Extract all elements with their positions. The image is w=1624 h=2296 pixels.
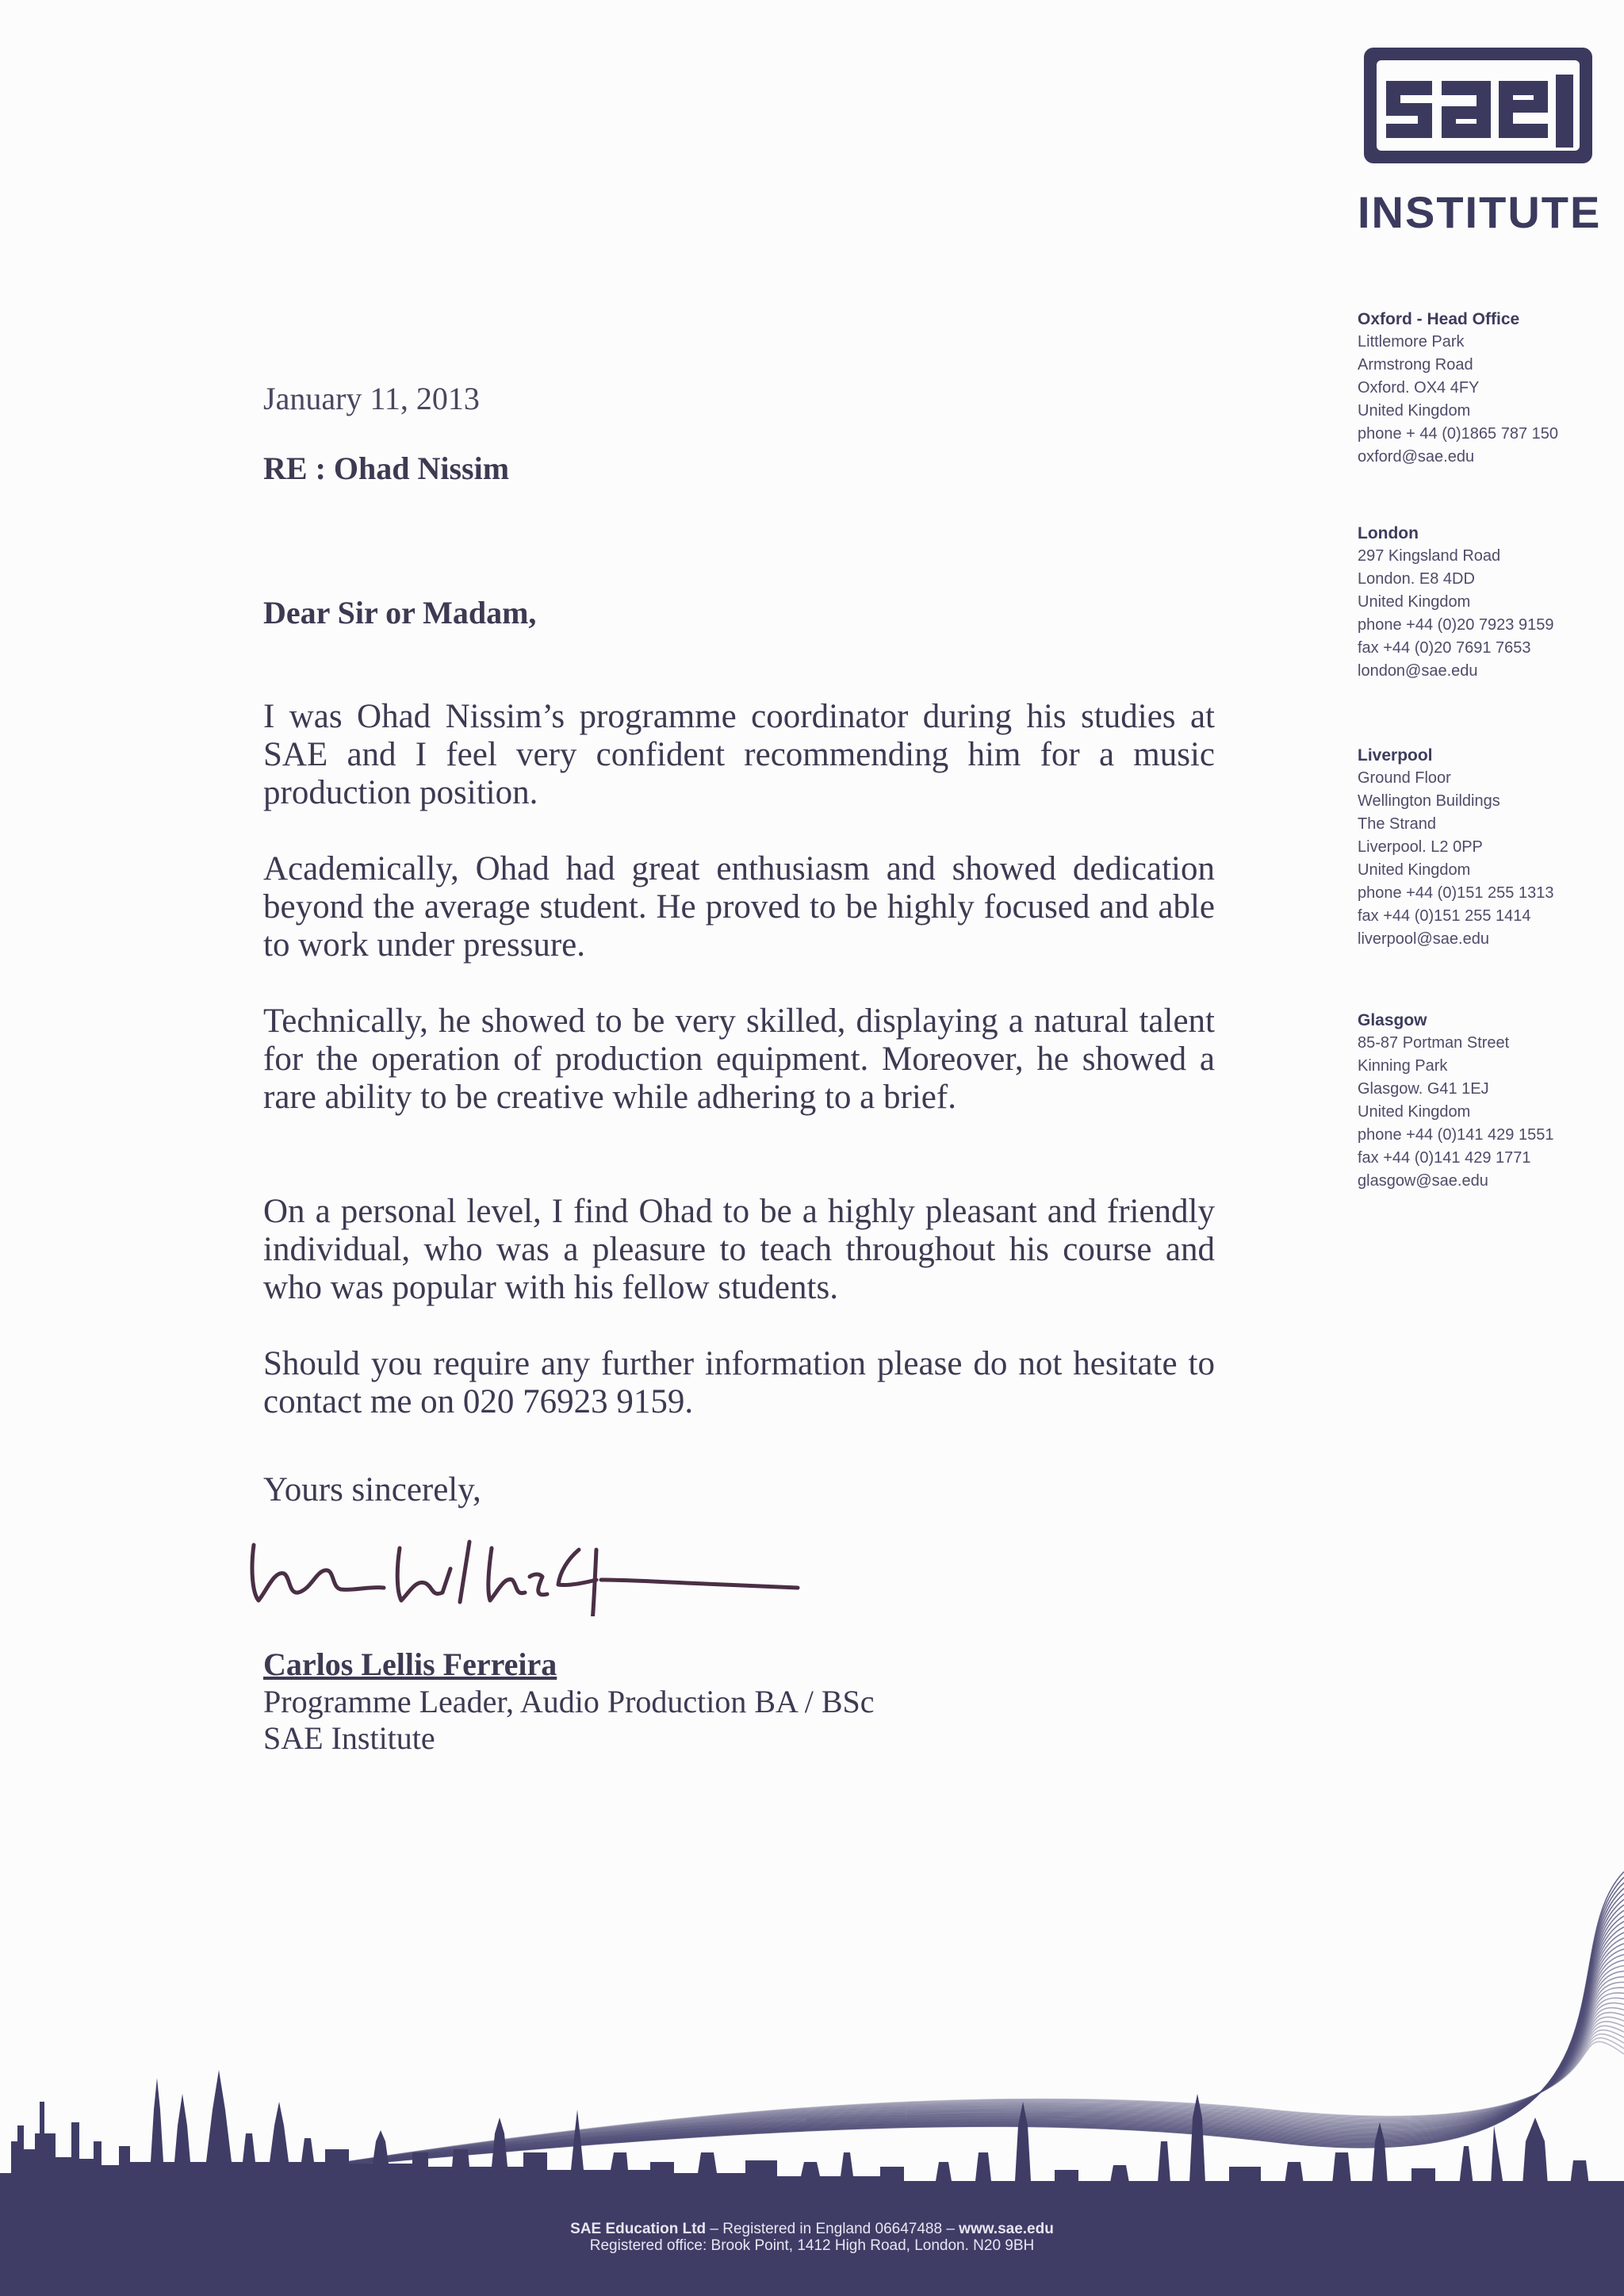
signer-organisation: SAE Institute: [263, 1720, 435, 1756]
footer-company: SAE Education Ltd: [570, 2221, 707, 2237]
office-name: Glasgow: [1358, 1011, 1427, 1029]
letter-paragraph: Academically, Ohad had great enthusiasm and showed dedication beyond the average student. He proved to be highly focused and able to work under pressure.: [263, 850, 1215, 964]
address-line: London. E8 4DD: [1358, 570, 1475, 588]
address-line: United Kingdom: [1358, 1103, 1471, 1121]
address-line: United Kingdom: [1358, 861, 1471, 879]
address-line: United Kingdom: [1358, 593, 1471, 611]
footer-company-line: [0, 2221, 1624, 2237]
footer-website-link[interactable]: www.sae.edu: [959, 2221, 1054, 2237]
signer-title: Programme Leader, Audio Production BA / BSc: [263, 1684, 875, 1719]
letter-paragraph: On a personal level, I find Ohad to be a highly pleasant and friendly individual, who was a pleasure to teach throughout his course and who was popular with his fellow students.: [263, 1193, 1215, 1306]
letter-date: January 11, 2013: [263, 381, 480, 416]
email-link[interactable]: glasgow@sae.edu: [1358, 1172, 1488, 1190]
address-line: Kinning Park: [1358, 1057, 1448, 1075]
footer-registered-office: Registered office: Brook Point, 1412 High Road, London. N20 9BH: [589, 2237, 1035, 2254]
address-line: Liverpool. L2 0PP: [1358, 838, 1483, 856]
signer-name: Carlos Lellis Ferreira: [263, 1646, 557, 1682]
address-line: United Kingdom: [1358, 402, 1471, 420]
letter-paragraph: Technically, he showed to be very skilled, displaying a natural talent for the operation of production equipment. Moreover, he showed a rare ability to be creative while adhering to a brief.: [263, 1002, 1215, 1116]
institute-wordmark: INSTITUTE: [1358, 187, 1602, 237]
address-line: Oxford. OX4 4FY: [1358, 379, 1480, 397]
address-line: Glasgow. G41 1EJ: [1358, 1080, 1489, 1098]
email-link[interactable]: london@sae.edu: [1358, 662, 1478, 680]
office-name: London: [1358, 524, 1419, 542]
fax-line: fax +44 (0)151 255 1414: [1358, 907, 1531, 925]
address-line: 85-87 Portman Street: [1358, 1034, 1510, 1052]
letter-salutation: Dear Sir or Madam,: [263, 595, 537, 631]
sae-logo-mark: [1362, 46, 1594, 165]
email-link[interactable]: liverpool@sae.edu: [1358, 930, 1489, 948]
office-london: [1358, 522, 1611, 683]
phone-line: phone +44 (0)151 255 1313: [1358, 884, 1554, 902]
office-glasgow: [1358, 1009, 1611, 1193]
office-name: Oxford - Head Office: [1358, 310, 1520, 328]
phone-line: phone + 44 (0)1865 787 150: [1358, 425, 1558, 443]
address-line: Ground Floor: [1358, 769, 1451, 787]
office-liverpool: [1358, 744, 1611, 951]
letter-paragraph: Should you require any further information please do not hesitate to contact me on 020 76923 9159.: [263, 1345, 1215, 1420]
letter-paragraph: I was Ohad Nissim’s programme coordinator during his studies at SAE and I feel very confident recommending him for a music production position.: [263, 698, 1215, 811]
letter-closing: Yours sincerely,: [263, 1471, 481, 1508]
address-line: Wellington Buildings: [1358, 792, 1500, 810]
handwritten-signature: [243, 1521, 814, 1616]
address-line: The Strand: [1358, 815, 1436, 833]
address-line: Littlemore Park: [1358, 333, 1465, 351]
phone-line: phone +44 (0)141 429 1551: [1358, 1126, 1554, 1144]
sae-institute-logo: [1358, 46, 1602, 244]
email-link[interactable]: oxford@sae.edu: [1358, 448, 1475, 466]
office-name: Liverpool: [1358, 746, 1433, 765]
fax-line: fax +44 (0)141 429 1771: [1358, 1149, 1531, 1167]
address-line: Armstrong Road: [1358, 356, 1473, 374]
fax-line: fax +44 (0)20 7691 7653: [1358, 639, 1531, 657]
footer-registration: [0, 2221, 1624, 2254]
letter-subject: RE : Ohad Nissim: [263, 450, 510, 486]
footer-registration-number: – Registered in England 06647488 –: [706, 2221, 959, 2237]
office-oxford: [1358, 308, 1611, 469]
phone-line: phone +44 (0)20 7923 9159: [1358, 616, 1554, 634]
address-line: 297 Kingsland Road: [1358, 547, 1501, 565]
